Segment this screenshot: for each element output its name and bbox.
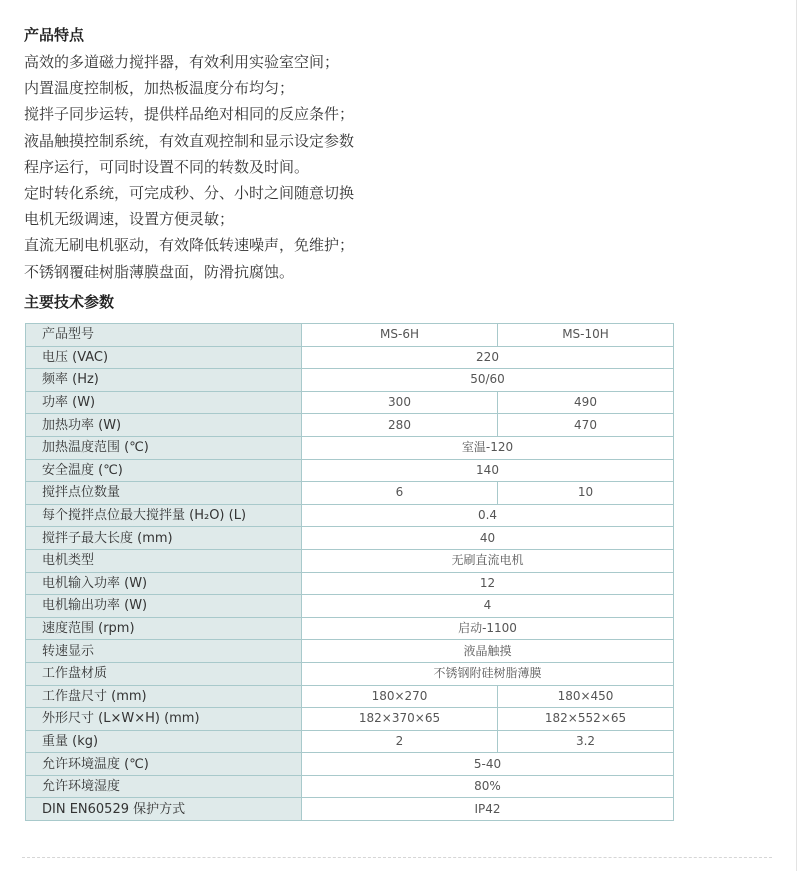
table-row (26, 549, 674, 572)
spec-value: 4 (302, 595, 674, 618)
spec-value: 0.4 (302, 504, 674, 527)
spec-value: 室温-120 (302, 436, 674, 459)
spec-value: 80% (302, 775, 674, 798)
table-row (26, 798, 674, 821)
spec-label: 重量 (kg) (26, 730, 302, 753)
spec-label: DIN EN60529 保护方式 (26, 798, 302, 821)
spec-value-model-a: 180×270 (302, 685, 498, 708)
feature-item: 搅拌子同步运转，提供样品绝对相同的反应条件； (24, 105, 355, 124)
spec-value: 140 (302, 459, 674, 482)
spec-value: 5-40 (302, 753, 674, 776)
spec-value-model-b: 490 (498, 391, 674, 414)
feature-item: 定时转化系统，可完成秒、分、小时之间随意切换 (24, 183, 355, 202)
table-row (26, 572, 674, 595)
spec-label: 频率 (Hz) (26, 369, 302, 392)
model-a-name: MS-6H (302, 324, 498, 347)
feature-item: 内置温度控制板，加热板温度分布均匀； (24, 79, 295, 98)
spec-label: 转速显示 (26, 640, 302, 663)
spec-value: 液晶触摸 (302, 640, 674, 663)
product-description (24, 22, 764, 316)
spec-value: 不锈钢附硅树脂薄膜 (302, 662, 674, 685)
feature-item: 液晶触摸控制系统，有效直观控制和显示设定参数 (24, 131, 355, 150)
spec-value-model-b: 470 (498, 414, 674, 437)
spec-label: 外形尺寸 (L×W×H) (mm) (26, 708, 302, 731)
table-row (26, 708, 674, 731)
spec-value-model-b: 182×552×65 (498, 708, 674, 731)
table-row (26, 346, 674, 369)
spec-label: 搅拌子最大长度 (mm) (26, 527, 302, 550)
spec-table (25, 323, 674, 821)
table-row (26, 640, 674, 663)
table-row (26, 482, 674, 505)
feature-item: 不锈钢覆硅树脂薄膜盘面，防滑抗腐蚀。 (24, 262, 295, 281)
spec-label: 电机输出功率 (W) (26, 595, 302, 618)
table-row (26, 617, 674, 640)
table-row (26, 391, 674, 414)
spec-value: 启动-1100 (302, 617, 674, 640)
spec-value-model-a: 6 (302, 482, 498, 505)
spec-label: 允许环境湿度 (26, 775, 302, 798)
table-row (26, 459, 674, 482)
table-row (26, 414, 674, 437)
table-row (26, 504, 674, 527)
dashed-divider (22, 857, 772, 858)
spec-value-model-a: 182×370×65 (302, 708, 498, 731)
table-row (26, 730, 674, 753)
spec-label: 工作盘材质 (26, 662, 302, 685)
spec-label: 功率 (W) (26, 391, 302, 414)
spec-label: 工作盘尺寸 (mm) (26, 685, 302, 708)
feature-item: 直流无刷电机驱动，有效降低转速噪声，免维护； (24, 236, 355, 255)
feature-item: 高效的多道磁力搅拌器，有效利用实验室空间； (24, 53, 340, 71)
spec-label: 电机类型 (26, 549, 302, 572)
features-list (24, 49, 764, 285)
spec-value-model-a: 2 (302, 730, 498, 753)
spec-value: 无刷直流电机 (302, 549, 674, 572)
spec-label: 每个搅拌点位最大搅拌量 (H₂O) (L) (26, 504, 302, 527)
table-row (26, 527, 674, 550)
spec-label: 加热功率 (W) (26, 414, 302, 437)
spec-value-model-b: 180×450 (498, 685, 674, 708)
spec-label: 加热温度范围 (℃) (26, 436, 302, 459)
specs-title: 主要技术参数 (24, 292, 115, 311)
right-border-line (796, 0, 797, 871)
table-header-row (26, 324, 674, 347)
spec-value-model-a: 300 (302, 391, 498, 414)
spec-value: 50/60 (302, 369, 674, 392)
spec-value: 40 (302, 527, 674, 550)
table-row (26, 753, 674, 776)
feature-item: 电机无级调速，设置方便灵敏； (24, 210, 235, 229)
spec-label: 安全温度 (℃) (26, 459, 302, 482)
spec-value-model-b: 10 (498, 482, 674, 505)
table-row (26, 775, 674, 798)
spec-value: IP42 (302, 798, 674, 821)
header-label: 产品型号 (26, 324, 302, 347)
model-b-name: MS-10H (498, 324, 674, 347)
table-row (26, 685, 674, 708)
spec-value: 12 (302, 572, 674, 595)
table-row (26, 662, 674, 685)
feature-item: 程序运行，可同时设置不同的转数及时间。 (24, 157, 310, 176)
spec-label: 速度范围 (rpm) (26, 617, 302, 640)
table-row (26, 595, 674, 618)
table-row (26, 369, 674, 392)
spec-label: 搅拌点位数量 (26, 482, 302, 505)
spec-value: 220 (302, 346, 674, 369)
table-row (26, 436, 674, 459)
features-title: 产品特点 (24, 26, 85, 44)
spec-label: 允许环境温度 (℃) (26, 753, 302, 776)
spec-value-model-a: 280 (302, 414, 498, 437)
spec-value-model-b: 3.2 (498, 730, 674, 753)
spec-label: 电机输入功率 (W) (26, 572, 302, 595)
spec-label: 电压 (VAC) (26, 346, 302, 369)
